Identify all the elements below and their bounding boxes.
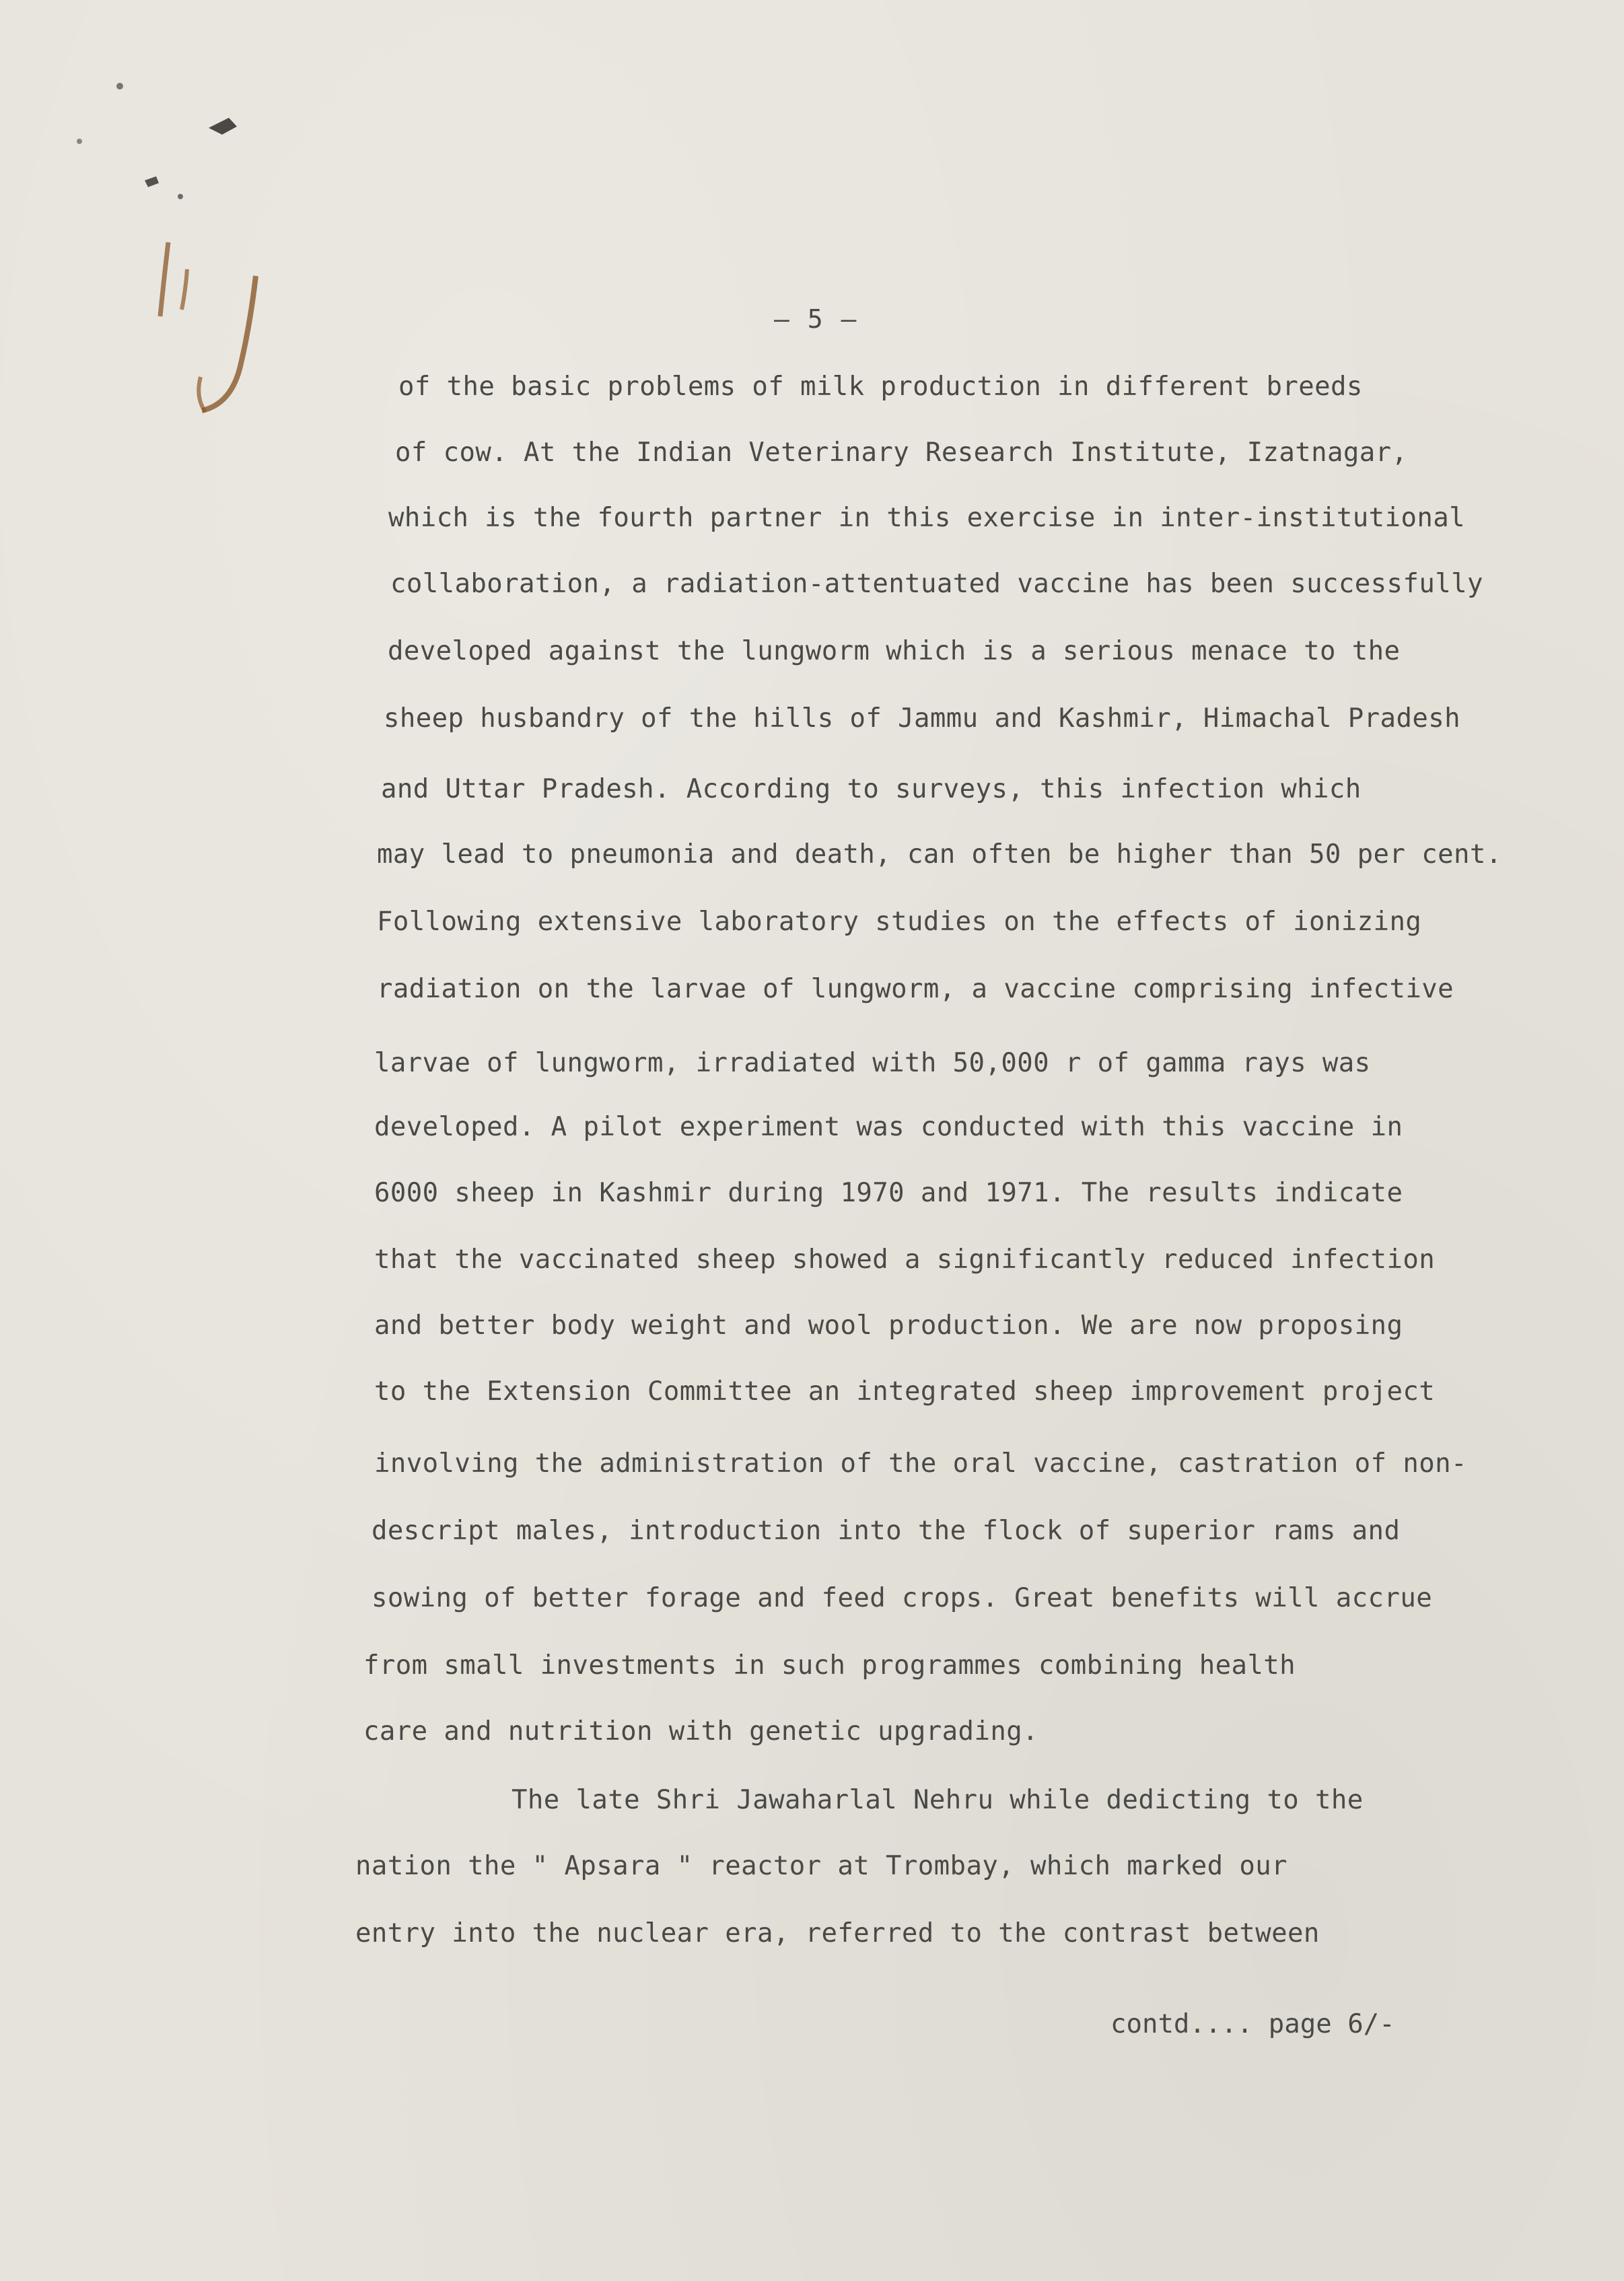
- text-line: sheep husbandry of the hills of Jammu and Kashmir, Himachal Pradesh: [384, 703, 1460, 734]
- text-line: care and nutrition with genetic upgrading.: [363, 1716, 1038, 1747]
- text-line: and Uttar Pradesh. According to surveys, this infection which: [381, 774, 1362, 804]
- text-line: may lead to pneumonia and death, can often be higher than 50 per cent.: [377, 839, 1502, 870]
- text-line: to the Extension Committee an integrated sheep improvement project: [374, 1376, 1436, 1407]
- text-line: sowing of better forage and feed crops. Great benefits will accrue: [372, 1583, 1433, 1613]
- text-line: collaboration, a radiation-attentuated vaccine has been successfully: [390, 569, 1483, 599]
- text-line: from small investments in such programmes combining health: [363, 1650, 1296, 1681]
- text-line: that the vaccinated sheep showed a significantly reduced infection: [374, 1244, 1436, 1275]
- text-line: 6000 sheep in Kashmir during 1970 and 1971. The results indicate: [374, 1178, 1403, 1208]
- text-line: radiation on the larvae of lungworm, a vaccine comprising infective: [377, 974, 1454, 1004]
- text-line: which is the fourth partner in this exercise in inter-institutional: [388, 503, 1465, 533]
- text-line: developed against the lungworm which is a serious menace to the: [388, 636, 1401, 666]
- continuation-note: contd.... page 6/-: [1110, 2009, 1395, 2039]
- text-line: of cow. At the Indian Veterinary Research Institute, Izatnagar,: [395, 437, 1408, 468]
- text-line: descript males, introduction into the flock of superior rams and: [372, 1516, 1401, 1546]
- text-line: Following extensive laboratory studies on the effects of ionizing: [377, 907, 1422, 937]
- text-line: nation the " Apsara " reactor at Trombay, which marked our: [355, 1851, 1288, 1881]
- text-line: involving the administration of the oral vaccine, castration of non-: [374, 1448, 1467, 1479]
- text-line: developed. A pilot experiment was conducted with this vaccine in: [374, 1112, 1403, 1142]
- text-line: and better body weight and wool production. We are now proposing: [374, 1310, 1403, 1341]
- text-line: The late Shri Jawaharlal Nehru while dedicting to the: [511, 1785, 1364, 1815]
- text-line: larvae of lungworm, irradiated with 50,000 r of gamma rays was: [374, 1048, 1371, 1078]
- text-line: of the basic problems of milk production in different breeds: [398, 372, 1363, 402]
- page-number: — 5 —: [774, 304, 858, 334]
- text-line: entry into the nuclear era, referred to the contrast between: [355, 1918, 1320, 1949]
